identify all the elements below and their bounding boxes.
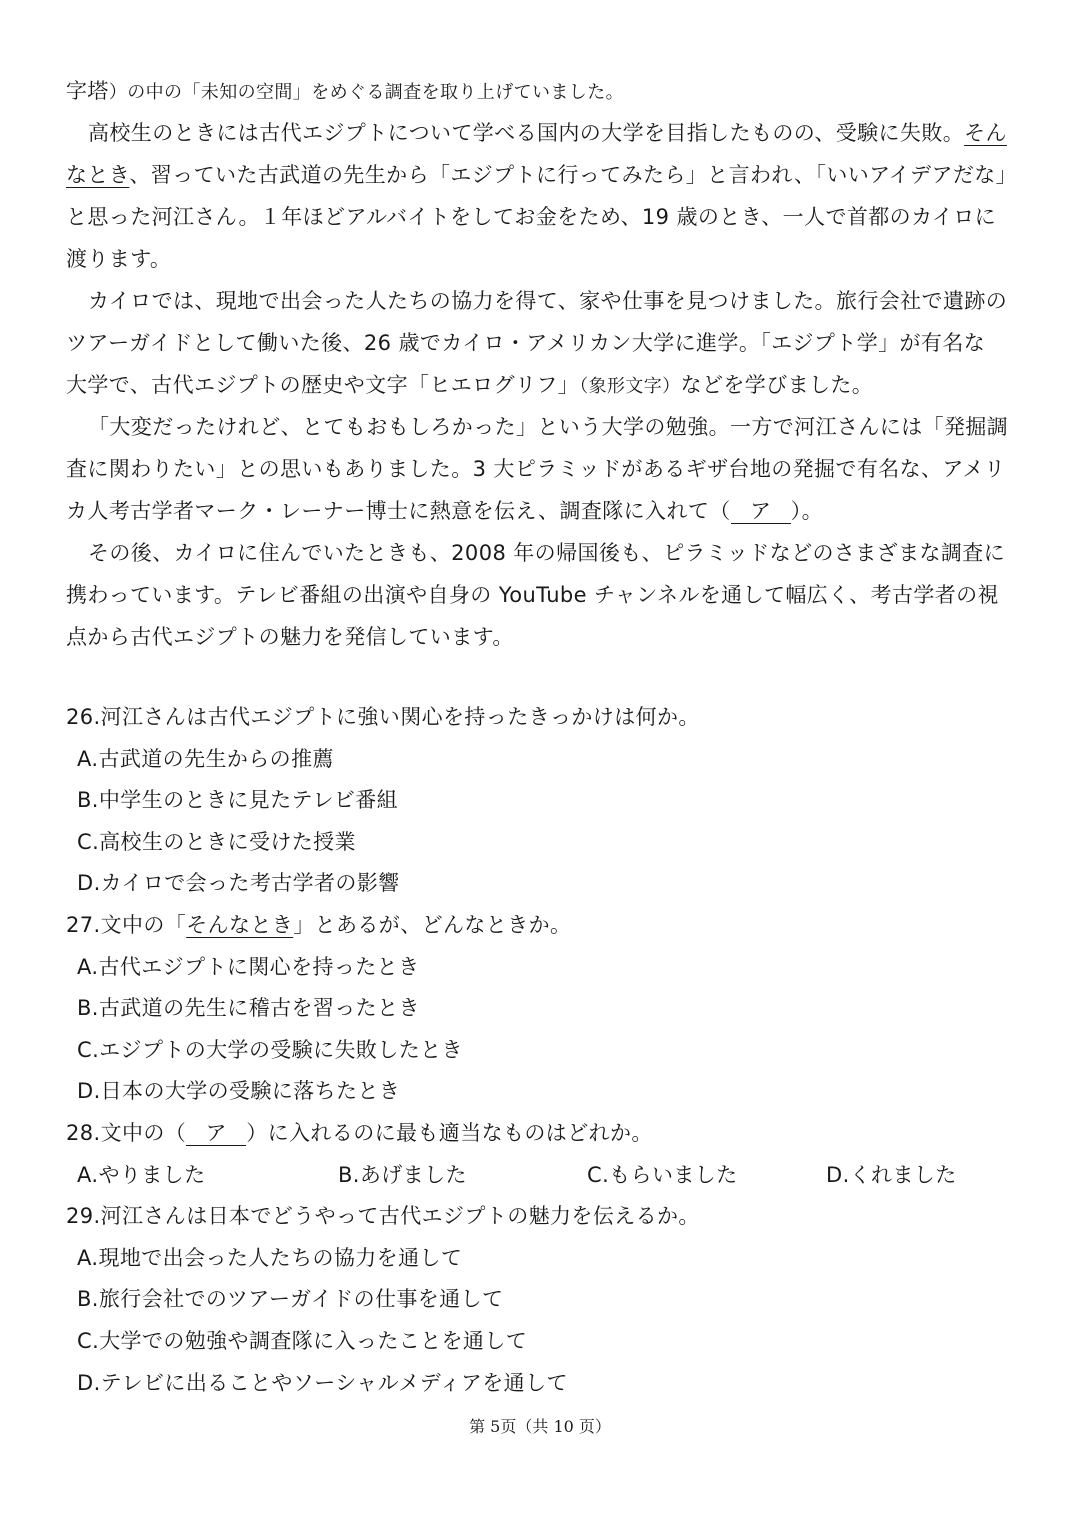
question-text: ）に入れるのに最も適当なものはどれか。 bbox=[246, 1120, 653, 1145]
passage-text: 大学で、古代エジプトの歴史や文字「ヒエログリフ」 bbox=[66, 373, 580, 397]
passage-line bbox=[66, 112, 1016, 154]
question-text: 27.文中の「 bbox=[66, 912, 187, 937]
passage-text: 、習っていた古武道の先生から「エジプトに行ってみたら」と言われ、「いいアイデアだな」 bbox=[129, 163, 1018, 187]
answer-option[interactable]: B.中学生のときに見たテレビ番組 bbox=[77, 788, 399, 813]
passage-line bbox=[66, 490, 1016, 532]
answer-option[interactable]: B.古武道の先生に稽古を習ったとき bbox=[77, 996, 420, 1021]
underlined-phrase: なとき bbox=[66, 163, 130, 187]
passage-text: ）。 bbox=[790, 499, 823, 523]
answer-option[interactable]: C.高校生のときに受けた授業 bbox=[77, 829, 356, 854]
question-stem bbox=[66, 1113, 1016, 1155]
question-text: 」とあるが、どんなときか。 bbox=[293, 912, 572, 937]
answer-option[interactable]: C.もらいました bbox=[587, 1162, 738, 1187]
answer-blank: ア bbox=[731, 499, 791, 524]
passage-line bbox=[66, 154, 1016, 196]
answer-option[interactable]: C.エジプトの大学の受験に失敗したとき bbox=[77, 1037, 463, 1062]
passage-line: 渡ります。 bbox=[66, 247, 172, 271]
passage-line: カイロでは、現地で出会った人たちの協力を得て、家や仕事を見つけました。旅行会社で遺跡の bbox=[88, 289, 1008, 313]
passage-line: 査に関わりたい」との思いもありました。3 大ピラミッドがあるギザ台地の発掘で有名な、アメリ bbox=[66, 457, 1006, 481]
underlined-phrase: そんなとき bbox=[186, 912, 294, 937]
passage-line: 携わっています。テレビ番組の出演や自身の YouTube チャンネルを通して幅広く、考古学者の視 bbox=[66, 583, 999, 607]
passage-text: 字塔 bbox=[66, 79, 109, 103]
answer-option[interactable]: B.あげました bbox=[338, 1162, 467, 1187]
question-stem bbox=[66, 905, 1016, 947]
passage-text: 高校生のときには古代エジプトについて学べる国内の大学を目指したものの、受験に失敗。 bbox=[88, 121, 965, 145]
answer-option[interactable]: A.古代エジプトに関心を持ったとき bbox=[77, 954, 420, 979]
passage-line: ツアーガイドとして働いた後、26 歳でカイロ・アメリカン大学に進学。「エジプト学」が有名な bbox=[66, 331, 986, 355]
passage-text: カ人考古学者マーク・レーナー博士に熱意を伝え、調査隊に入れて（ bbox=[66, 499, 731, 523]
question-text: 28.文中の（ bbox=[66, 1120, 187, 1145]
answer-option[interactable]: D.カイロで会った考古学者の影響 bbox=[77, 871, 400, 896]
reading-passage bbox=[66, 70, 1016, 658]
answer-option[interactable]: D.日本の大学の受験に落ちたとき bbox=[77, 1079, 401, 1104]
answer-option[interactable]: D.テレビに出ることやソーシャルメディアを通して bbox=[77, 1370, 568, 1395]
answer-option[interactable]: D.くれました bbox=[826, 1162, 957, 1187]
passage-text: などを学びました。 bbox=[680, 373, 874, 397]
underlined-phrase: そん bbox=[964, 121, 1007, 145]
passage-line: 「大変だったけれど、とてもおもしろかった」という大学の勉強。一方で河江さんには「発掘調 bbox=[88, 415, 1009, 439]
answer-option[interactable]: A.やりました bbox=[77, 1162, 206, 1187]
passage-line bbox=[66, 364, 1016, 406]
passage-line: その後、カイロに住んでいたときも、2008 年の帰国後も、ピラミッドなどのさまざまな調査に bbox=[88, 541, 1006, 565]
answer-option[interactable]: C.大学での勉強や調査隊に入ったことを通して bbox=[77, 1328, 528, 1353]
answer-option[interactable]: B.旅行会社でのツアーガイドの仕事を通して bbox=[77, 1287, 504, 1312]
answer-option[interactable]: A.現地で出会った人たちの協力を通して bbox=[77, 1245, 463, 1270]
question-list bbox=[66, 697, 1016, 1404]
passage-text: ）の中の「未知の空間」をめぐる調査を取り上げていました。 bbox=[108, 82, 625, 103]
passage-line: と思った河江さん。１年ほどアルバイトをしてお金をため、19 歳のとき、一人で首都のカイロに bbox=[66, 205, 997, 229]
passage-text: （象形文字） bbox=[579, 376, 681, 397]
page-number-footer: 第 5页（共 10 页） bbox=[469, 1417, 611, 1436]
question-stem: 26.河江さんは古代エジプトに強い関心を持ったきっかけは何か。 bbox=[66, 705, 700, 729]
passage-line: 点から古代エジプトの魅力を発信しています。 bbox=[66, 625, 514, 649]
passage-line bbox=[66, 70, 1016, 112]
answer-option[interactable]: A.古武道の先生からの推薦 bbox=[77, 746, 334, 771]
question-stem: 29.河江さんは日本でどうやって古代エジプトの魅力を伝えるか。 bbox=[66, 1204, 700, 1229]
answer-option-row bbox=[66, 1155, 1016, 1197]
answer-blank: ア bbox=[186, 1121, 246, 1146]
